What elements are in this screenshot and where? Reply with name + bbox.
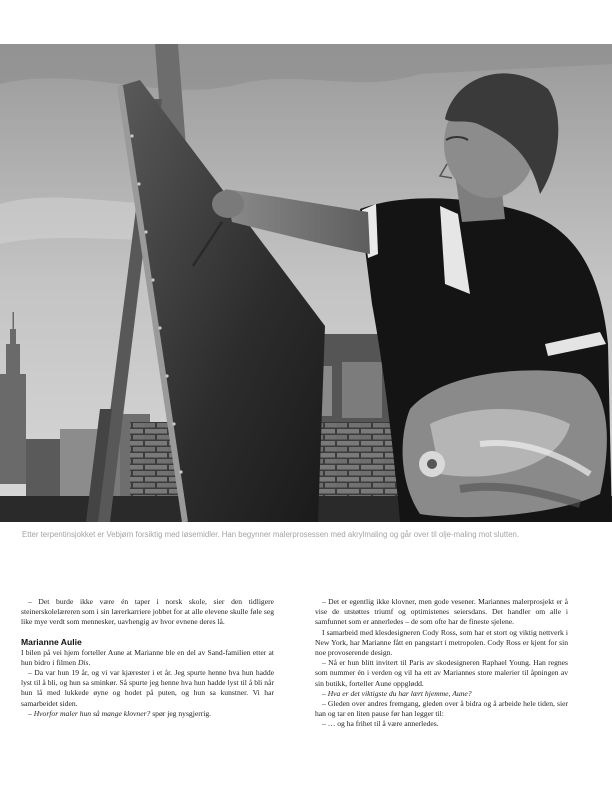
paragraph bbox=[315, 689, 568, 699]
article-column-left bbox=[21, 597, 274, 719]
paragraph: – Det burde ikke være én taper i norsk skole, sier den tidligere steinerskolelæreren som i sin lærerkarriere jobbet for at alle elevene skulle føle seg like mye verdt som mennesker, uavhengig av hvor evnene deres lå. bbox=[21, 597, 274, 627]
paragraph: – … og ha frihet til å være annerledes. bbox=[322, 719, 439, 729]
paragraph bbox=[21, 648, 274, 668]
paragraph: – Gleden over andres fremgang, gleden over å bidra og å arbeide hele tiden, sier han og tar en liten pause før han legger til: bbox=[315, 699, 568, 719]
paragraph-text: spør jeg nysgjerrig. bbox=[150, 708, 212, 718]
paragraph bbox=[21, 709, 274, 719]
paragraph-text: I bilen på vei hjem forteller Aune at Marianne ble en del av Sand-familien etter at hun bidro i filmen bbox=[21, 647, 274, 667]
paragraph: I samarbeid med klesdesigneren Cody Ross, som har et stort og viktig nettverk i New York, har Marianne fått en pangstart i metropolen. Cody Ross er kjent for sin noe provoserende design. bbox=[315, 627, 568, 658]
article-column-right bbox=[315, 597, 568, 730]
paragraph-end: . bbox=[88, 657, 91, 667]
paragraph: – Nå er hun blitt invitert til Paris av skodesigneren Raphael Young. Han regnes som nummer én i verden og vil ha ett av Mariannes store malerier til åpningen av sin butikk, forteller Aune oppglødd. bbox=[315, 658, 568, 688]
paragraph: – Da var hun 19 år, og vi var kjærester i et år. Jeg spurte henne hva hun hadde lyst til å bli, og hun sa sminkør. Så spurte jeg henne hva hun hadde lyst til å bli når hun lå med lukkede øyne og hodet på puten, og hun sa kunstner. Vi har samarbeidet siden. bbox=[21, 668, 274, 708]
film-title: Dis bbox=[77, 657, 89, 667]
hero-photo bbox=[0, 44, 612, 522]
question: – Hvorfor maler hun så mange klovner? bbox=[28, 708, 151, 718]
photo-caption: Etter terpentinsjokket er Vebjørn forsiktig med løsemidler. Han begynner malerprosessen med akrylmaling og går over til olje-maling mot slutten. bbox=[22, 530, 520, 539]
question: – Hva er det viktigste du har lært hjemme, Aune? bbox=[322, 688, 472, 698]
section-heading: Marianne Aulie bbox=[21, 636, 82, 647]
paragraph: – Det er egentlig ikke klovner, men gode vesener. Mariannes malerprosjekt er å vise de utstøttes triumf og optimistenes seiersdans. Det handler om alle i samfunnet som er annerledes – de som ofte har de fineste sjelene. bbox=[315, 597, 568, 627]
